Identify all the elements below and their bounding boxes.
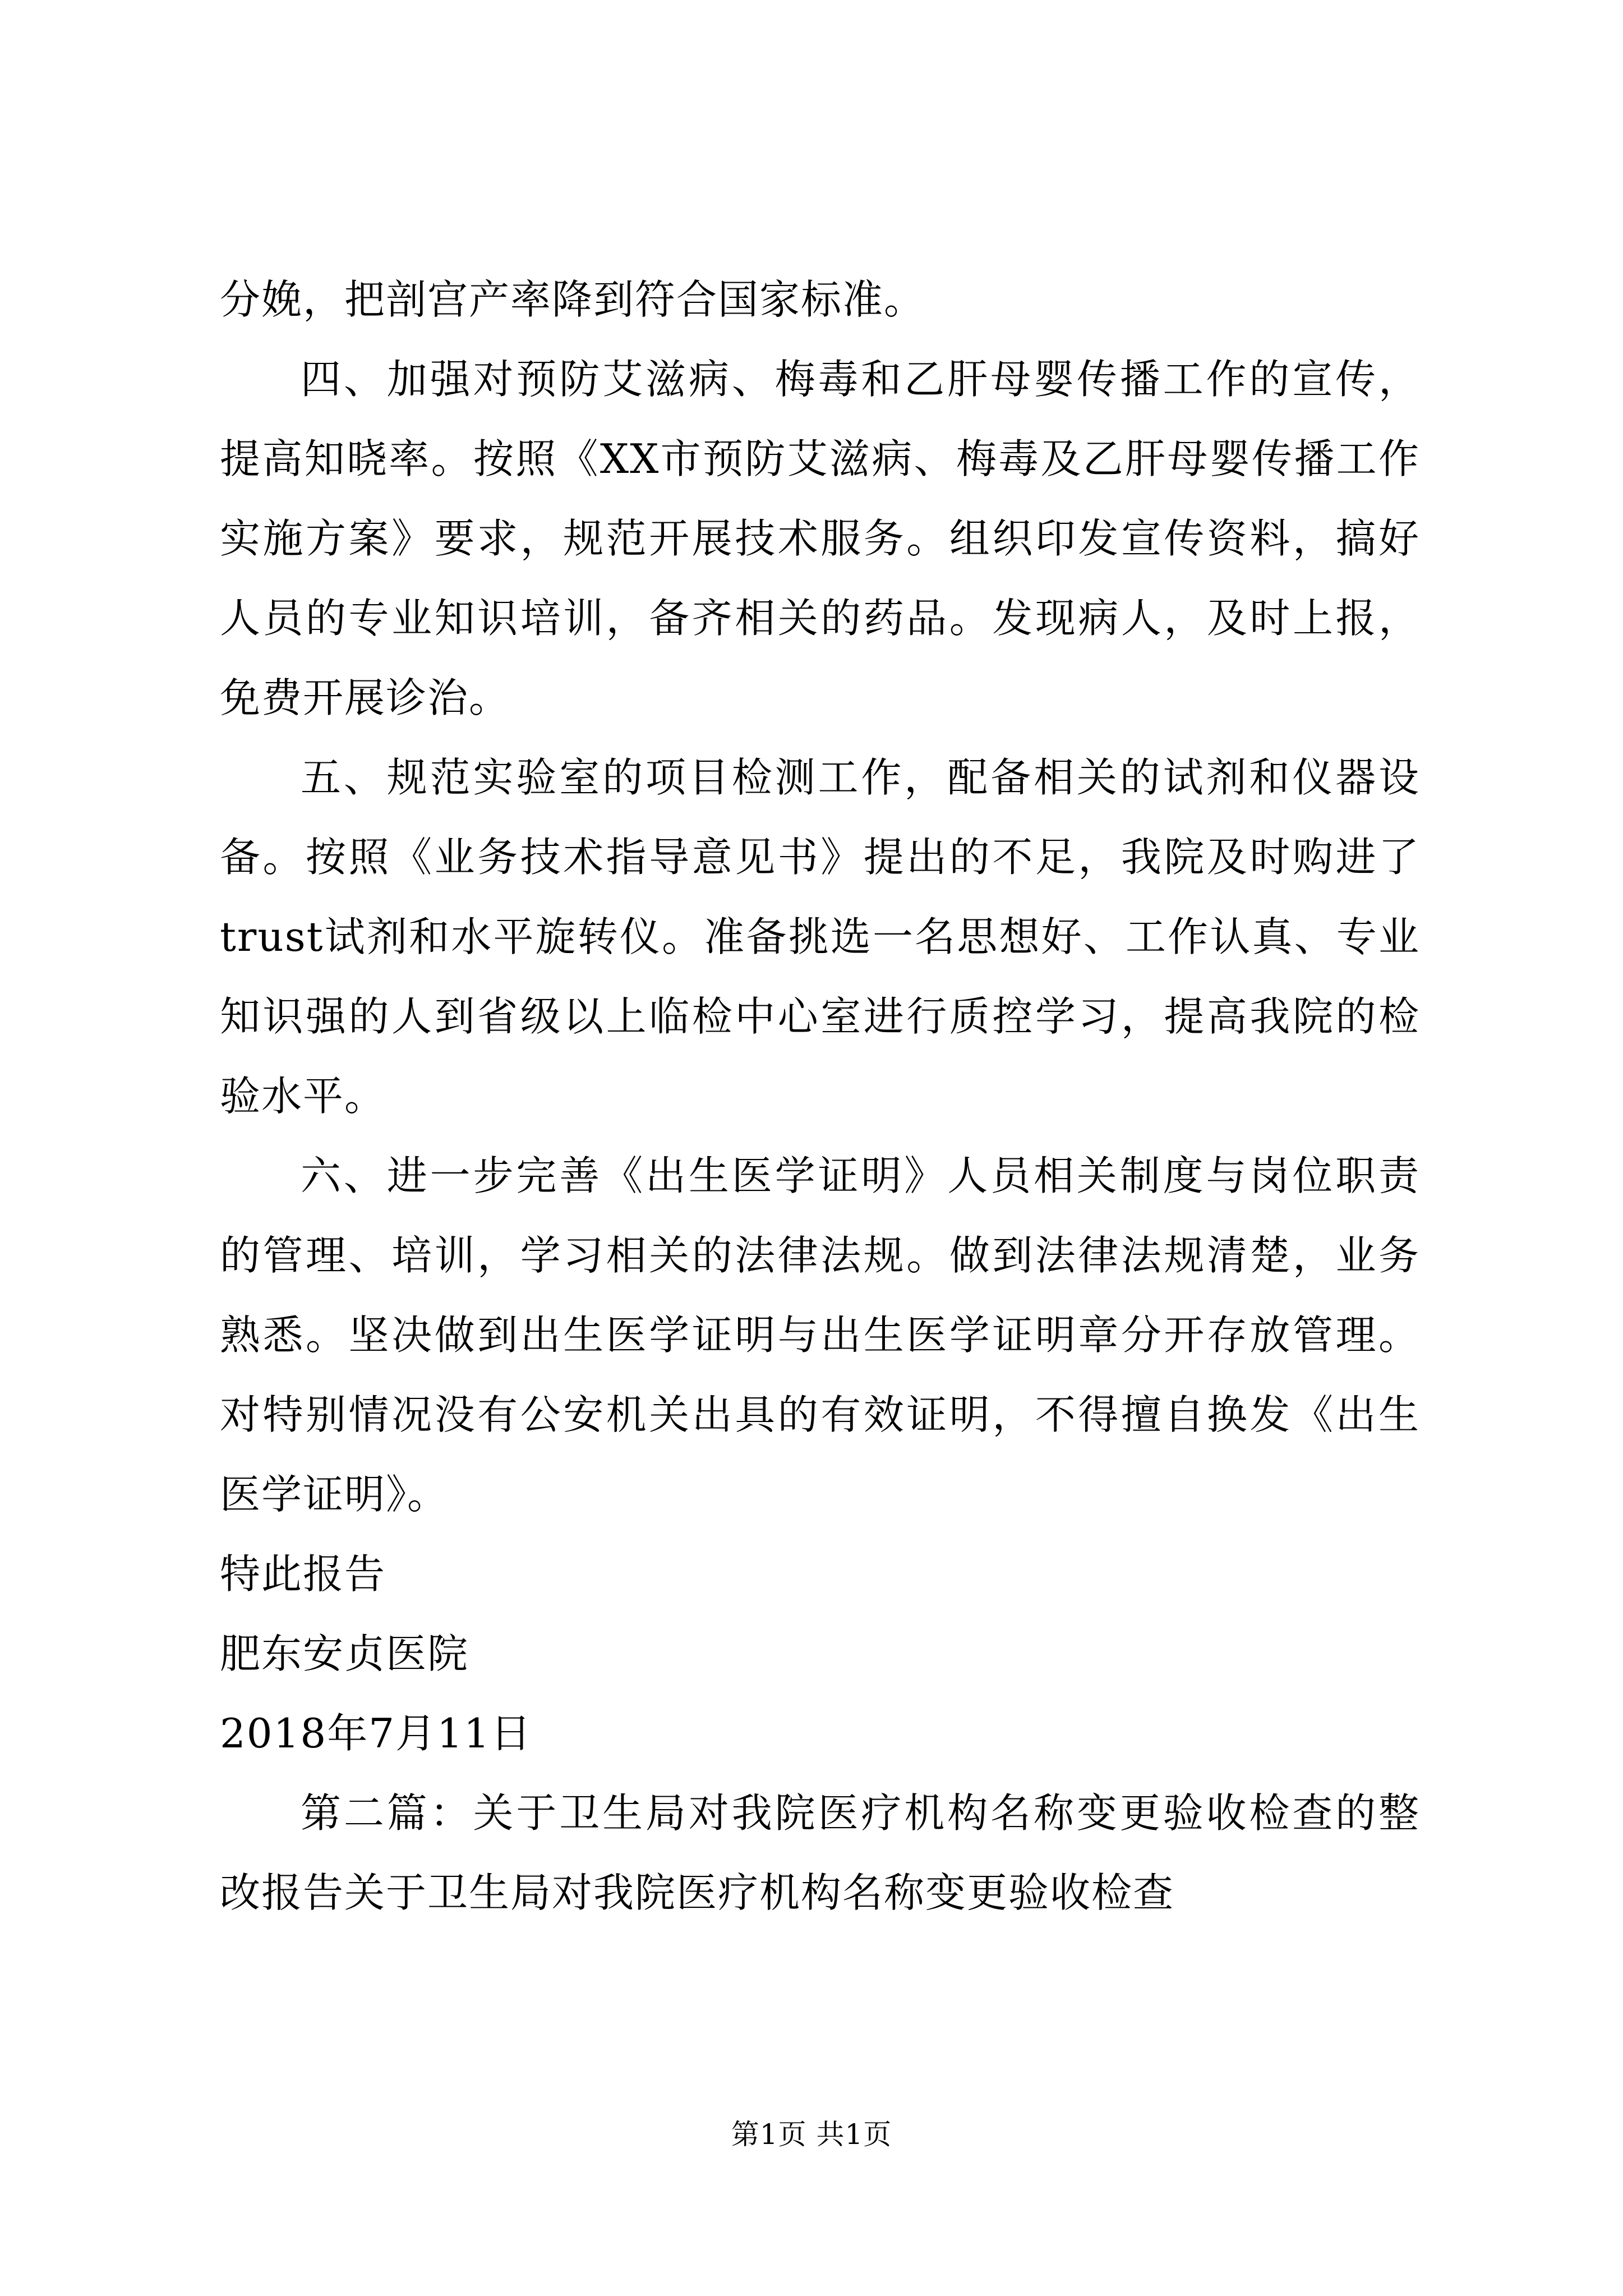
paragraph-item-6: 六、进一步完善《出生医学证明》人员相关制度与岗位职责的管理、培训，学习相关的法律法规。做到法律法规清楚，业务熟悉。坚决做到出生医学证明与出生医学证明章分开存放管理。对特别情况没有公安机关出具的有效证明，不得擅自换发《出生医学证明》。 xyxy=(220,1152,1420,1518)
next-section-heading: 第二篇：关于卫生局对我院医疗机构名称变更验收检查的整改报告关于卫生局对我院医疗机构名称变更验收检查 xyxy=(220,1789,1420,1916)
paragraph-item-5: 五、规范实验室的项目检测工作，配备相关的试剂和仪器设备。按照《业务技术指导意见书》提出的不足，我院及时购进了trust试剂和水平旋转仪。准备挑选一名思想好、工作认真、专业知识强的人到省级以上临检中心室进行质控学习，提高我院的检验水平。 xyxy=(220,754,1420,1120)
closing-line: 特此报告 xyxy=(220,1550,386,1598)
organization-name: 肥东安贞医院 xyxy=(220,1630,469,1677)
report-date: 2018年7月11日 xyxy=(220,1710,532,1757)
page-footer: 第1页 共1页 xyxy=(731,2118,892,2151)
paragraph-continuation: 分娩，把剖宫产率降到符合国家标准。 xyxy=(220,276,926,323)
document-body xyxy=(220,260,1420,1932)
paragraph-item-4: 四、加强对预防艾滋病、梅毒和乙肝母婴传播工作的宣传，提高知晓率。按照《XX市预防艾滋病、梅毒及乙肝母婴传播工作实施方案》要求，规范开展技术服务。组织印发宣传资料，搞好人员的专业知识培训，备齐相关的药品。发现病人，及时上报，免费开展诊治。 xyxy=(220,356,1420,721)
